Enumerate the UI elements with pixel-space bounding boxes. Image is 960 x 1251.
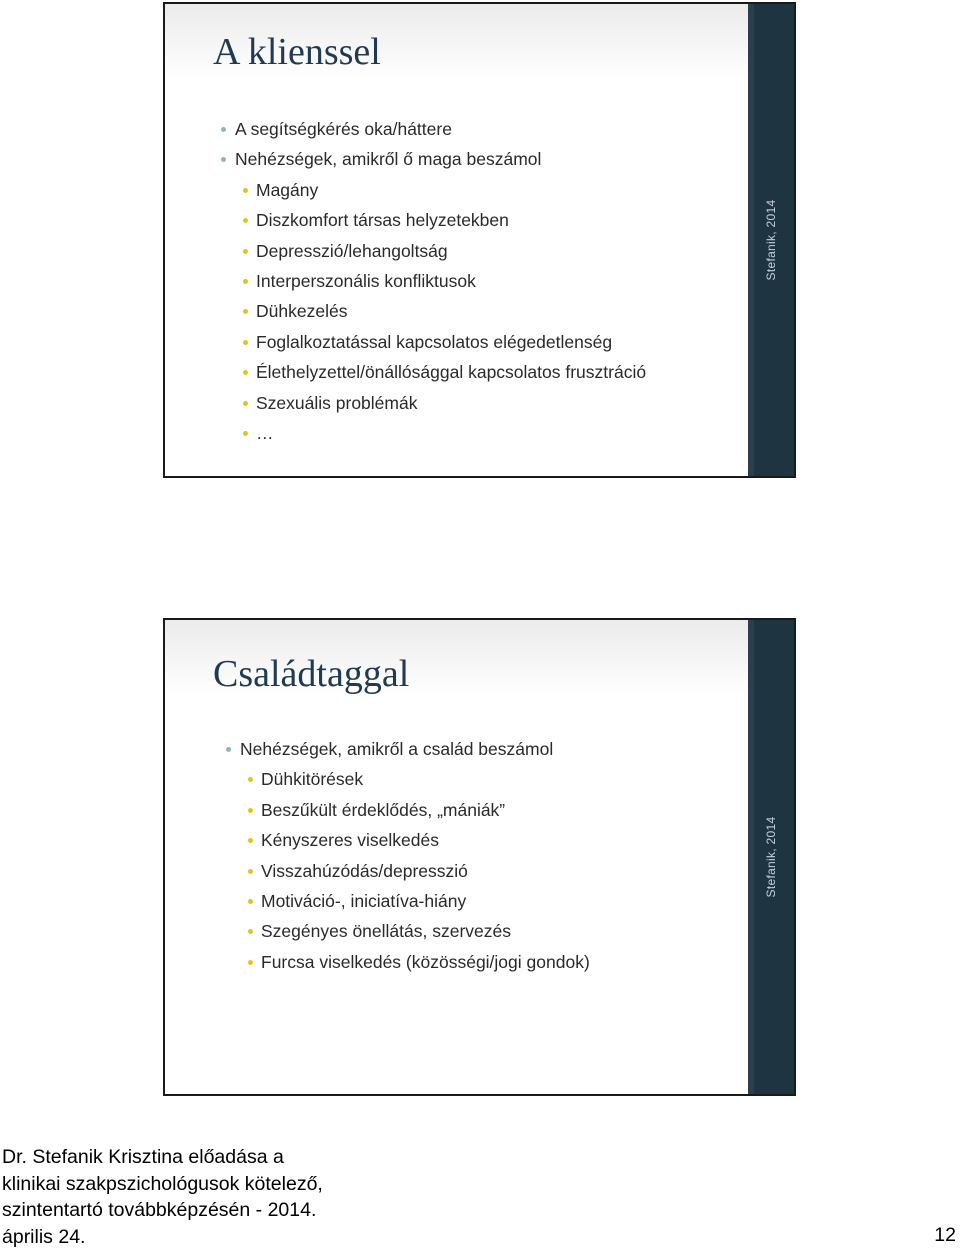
bullet-icon xyxy=(248,777,253,782)
list-item xyxy=(165,357,646,387)
slide-title: A klienssel xyxy=(213,31,381,73)
bullet-icon xyxy=(248,838,253,843)
list-item-text: Élethelyzettel/önállósággal kapcsolatos frusztráció xyxy=(256,362,647,383)
list-item xyxy=(165,825,590,855)
slide-1 xyxy=(163,2,796,478)
bullet-icon xyxy=(243,218,248,223)
list-item xyxy=(165,418,646,448)
bullet-icon xyxy=(243,249,248,254)
list-item xyxy=(165,296,646,326)
side-band xyxy=(748,4,794,476)
list-item-text: Magány xyxy=(256,179,319,200)
footer-line: április 24. xyxy=(2,1225,86,1248)
list-item xyxy=(165,734,590,764)
bullet-icon xyxy=(243,188,248,193)
bullet-icon xyxy=(243,279,248,284)
bullet-icon xyxy=(243,370,248,375)
list-item-text: Beszűkült érdeklődés, „mániák” xyxy=(261,799,506,820)
list-item xyxy=(165,327,646,357)
list-item xyxy=(165,114,646,144)
bullet-icon xyxy=(248,960,253,965)
list-item xyxy=(165,947,590,977)
side-label: Stefanik, 2014 xyxy=(764,816,778,898)
list-item-text: Dühkezelés xyxy=(256,301,348,322)
footer-line: Dr. Stefanik Krisztina előadása a xyxy=(2,1146,284,1168)
side-band xyxy=(748,620,794,1094)
bullet-icon xyxy=(243,431,248,436)
list-item-text: Szegényes önellátás, szervezés xyxy=(261,921,511,942)
list-item xyxy=(165,916,590,946)
bullet-icon xyxy=(226,747,231,752)
footer-line: klinikai szakpszichológusok kötelező, xyxy=(2,1172,323,1195)
bullet-icon xyxy=(248,899,253,904)
list-item xyxy=(165,144,646,174)
slide-2 xyxy=(163,618,796,1096)
list-item-text: Visszahúzódás/depresszió xyxy=(261,860,468,881)
list-item-text: Depresszió/lehangoltság xyxy=(256,240,448,261)
list-item-text: Interperszonális konfliktusok xyxy=(256,270,476,291)
bullet-icon xyxy=(243,401,248,406)
bullet-icon xyxy=(248,929,253,934)
bullet-icon xyxy=(243,340,248,345)
side-band-strip xyxy=(748,4,754,476)
list-item xyxy=(165,266,646,296)
bullet-icon xyxy=(248,808,253,813)
list-item xyxy=(165,175,646,205)
list-item-text: Nehézségek, amikről a család beszámol xyxy=(240,739,554,759)
list-item xyxy=(165,205,646,235)
bullet-icon xyxy=(221,127,226,132)
list-item xyxy=(165,764,590,794)
footer-line: szintentartó továbbképzésén - 2014. xyxy=(2,1199,317,1221)
page-number: 12 xyxy=(934,1224,956,1246)
footer-caption xyxy=(2,1144,323,1250)
bullet-icon xyxy=(248,869,253,874)
list-item xyxy=(165,236,646,266)
bullet-list xyxy=(165,114,646,448)
list-item-text: Diszkomfort társas helyzetekben xyxy=(256,210,509,231)
list-item-text: Foglalkoztatással kapcsolatos elégedetlenség xyxy=(256,331,613,352)
list-item-text: Kényszeres viselkedés xyxy=(261,830,439,851)
side-label: Stefanik, 2014 xyxy=(764,199,778,281)
list-item-text: Nehézségek, amikről ő maga beszámol xyxy=(235,149,542,170)
list-item-text: Furcsa viselkedés (közösségi/jogi gondok) xyxy=(261,951,590,972)
slide-title: Családtaggal xyxy=(213,653,410,695)
bullet-icon xyxy=(221,157,226,162)
bullet-icon xyxy=(243,309,248,314)
list-item-text: A segítségkérés oka/háttere xyxy=(235,119,452,139)
list-item-text: … xyxy=(256,422,274,443)
list-item xyxy=(165,856,590,886)
list-item-text: Dühkitörések xyxy=(261,769,364,790)
list-item xyxy=(165,795,590,825)
list-item xyxy=(165,886,590,916)
side-band-strip xyxy=(748,620,754,1094)
list-item-text: Motiváció-, iniciatíva-hiány xyxy=(261,890,467,911)
list-item-text: Szexuális problémák xyxy=(256,392,418,413)
list-item xyxy=(165,388,646,418)
bullet-list xyxy=(165,734,590,977)
